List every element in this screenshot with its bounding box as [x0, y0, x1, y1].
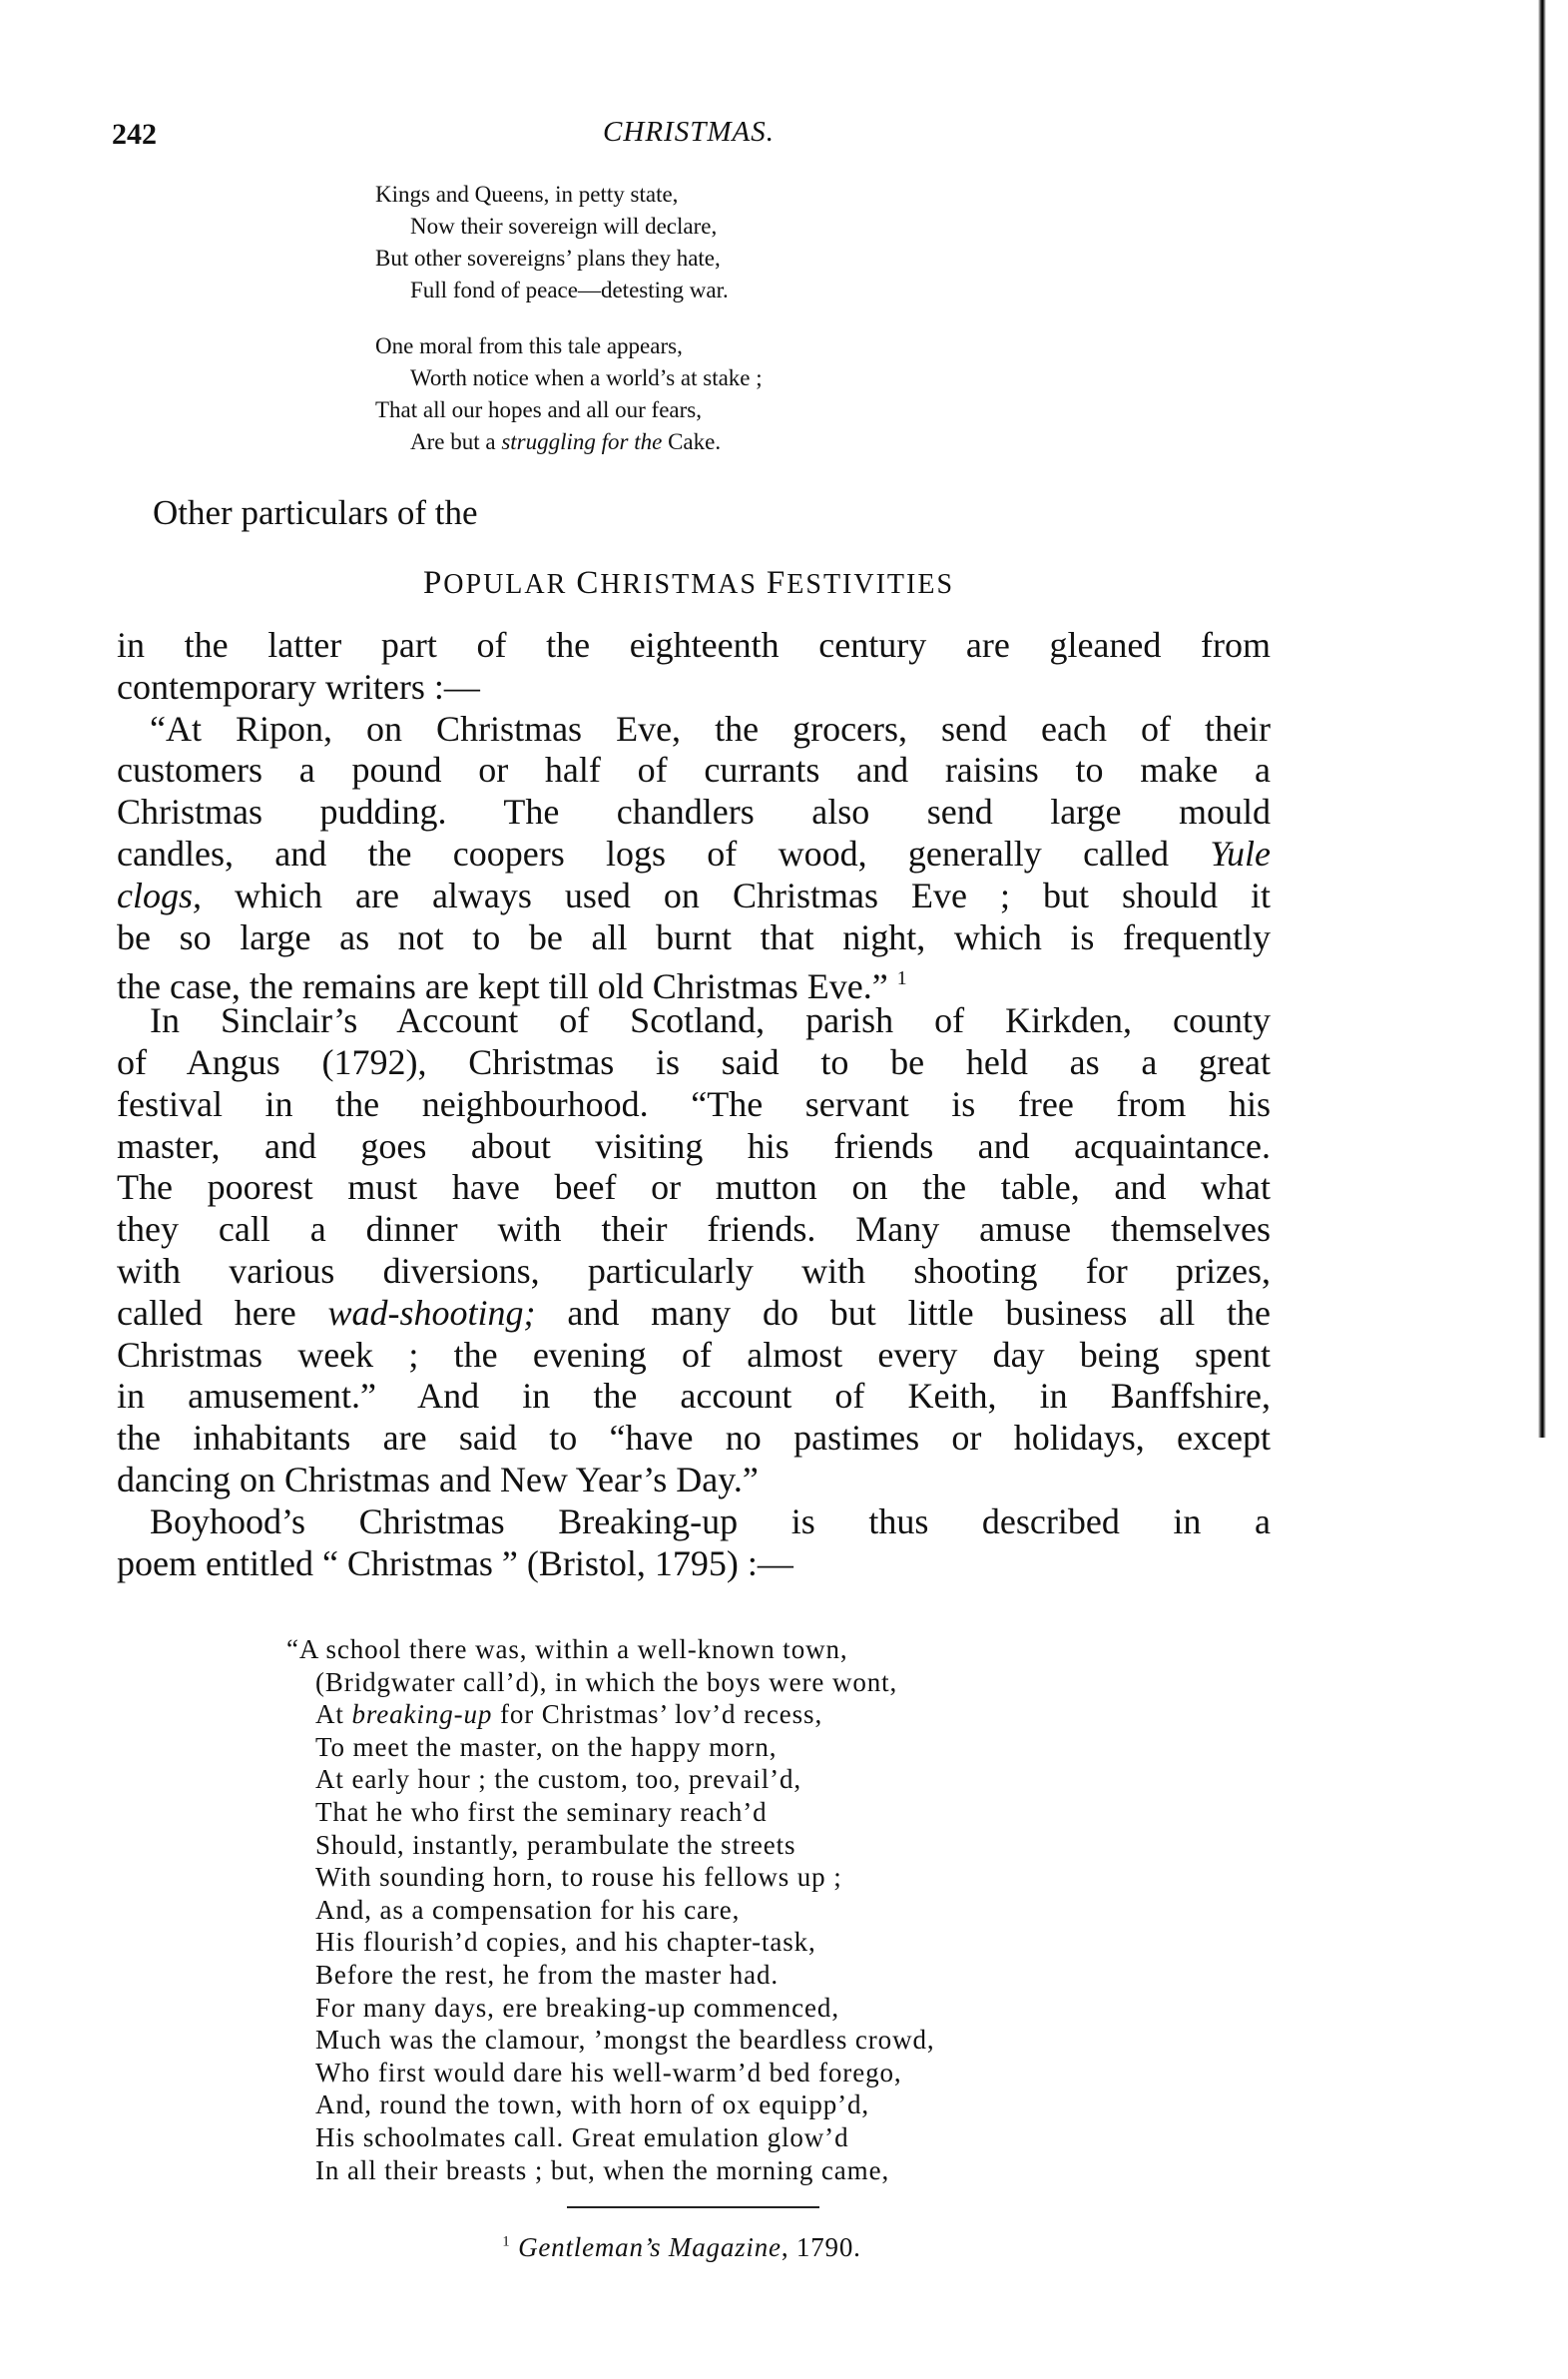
poem-line: [286, 2024, 935, 2057]
body-line: [117, 750, 1271, 792]
footnote-ref: 1: [896, 967, 907, 990]
page-number: 242: [112, 118, 157, 151]
scan-edge-shadow: [1538, 0, 1546, 1438]
section-heading: [0, 565, 1377, 602]
text-run: That he who first the seminary reach’d: [315, 1796, 768, 1827]
footnote-marker: 1: [502, 2233, 511, 2250]
body-line: [117, 1376, 1271, 1418]
text-run: To meet the master, on the happy morn,: [315, 1731, 778, 1762]
text-run: But other sovereigns’ plans they hate,: [375, 246, 721, 271]
text-run: Much was the clamour, ’mongst the beardless crowd,: [315, 2025, 935, 2056]
body-line: [117, 1209, 1271, 1251]
footnote: [0, 2232, 1363, 2263]
text-run: called here: [117, 1292, 328, 1333]
text-run: Full fond of peace—detesting war.: [410, 278, 729, 302]
text-run: poem entitled “ Christmas ” (Bristol, 1795) :—: [117, 1542, 793, 1583]
text-run: Now their sovereign will declare,: [410, 214, 718, 239]
text-run: His schoolmates call. Great emulation glow’d: [315, 2121, 849, 2152]
text-run: And, round the town, with horn of ox equipp’d,: [315, 2089, 870, 2120]
body-line: [117, 1126, 1271, 1168]
italic-text: wad-shooting;: [327, 1292, 536, 1333]
verse-line: [410, 426, 721, 458]
text-run: Are but a: [410, 429, 502, 454]
text-run: That all our hopes and all our fears,: [375, 397, 702, 422]
poem-line: [286, 1894, 935, 1927]
body-line: [117, 876, 1271, 917]
poem-line: [286, 1731, 935, 1764]
poem-line: [286, 2057, 935, 2089]
poem-line: [286, 1829, 935, 1862]
verse-line: [375, 243, 721, 275]
quoted-poem: [286, 1633, 935, 2186]
body-line: [117, 1335, 1271, 1377]
text-run: Should, instantly, perambulate the streets: [315, 1829, 796, 1860]
body-line: [117, 1418, 1271, 1460]
text-run: contemporary writers :—: [117, 666, 480, 707]
body-line: [117, 625, 1271, 667]
poem-line: [286, 1666, 935, 1699]
text-run: for Christmas’ lov’d recess,: [492, 1699, 823, 1730]
body-line: [117, 1543, 1271, 1585]
text-run: With sounding horn, to rouse his fellows up ;: [315, 1862, 842, 1893]
text-run: Before the rest, he from the master had.: [315, 1959, 780, 1990]
text-run: Who first would dare his well-warm’d bed forego,: [315, 2057, 902, 2087]
footnote-year: , 1790.: [781, 2232, 861, 2262]
text-run: candles, and the coopers logs of wood, generally called: [117, 833, 1211, 874]
text-run: the inhabitants are said to “have no pastimes or holidays, except: [117, 1418, 1271, 1459]
footnote-rule: [567, 2206, 819, 2208]
text-run: Christmas week ; the evening of almost every day being spent: [117, 1334, 1271, 1375]
poem-line: [286, 1992, 935, 2025]
text-run: of Angus (1792), Christmas is said to be held as a great: [117, 1041, 1271, 1082]
text-run: One moral from this tale appears,: [375, 333, 683, 358]
text-run: in the latter part of the eighteenth century are gleaned from: [117, 625, 1271, 665]
text-run: His flourish’d copies, and his chapter-task,: [315, 1927, 816, 1958]
body-line: [117, 917, 1271, 959]
text-run: customers a pound or half of currants and raisins to make a: [117, 750, 1271, 791]
text-run: dancing on Christmas and New Year’s Day.”: [117, 1459, 759, 1499]
heading-part: C: [576, 565, 601, 601]
italic-text: breaking-up: [351, 1699, 493, 1730]
poem-line: [286, 1926, 935, 1959]
poem-line: [286, 1861, 935, 1894]
text-run: which are always used on Christmas Eve ; but should it: [202, 875, 1271, 915]
heading-part: P: [422, 565, 444, 601]
heading-part: HRISTMAS: [600, 569, 767, 600]
text-run: And, as a compensation for his care,: [315, 1894, 741, 1925]
verse-line: [375, 394, 702, 426]
text-run: they call a dinner with their friends. Many amuse themselves: [117, 1209, 1271, 1250]
body-line: [117, 1460, 1271, 1501]
text-run: and many do but little business all the: [535, 1292, 1272, 1333]
body-line: [117, 834, 1271, 876]
verse-line: [410, 362, 763, 394]
poem-line: [286, 2154, 935, 2187]
text-run: master, and goes about visiting his friends and acquaintance.: [117, 1125, 1271, 1166]
heading-part: OPULAR: [443, 569, 577, 600]
body-line: [117, 1084, 1271, 1126]
text-run: The poorest must have beef or mutton on the table, and what: [117, 1167, 1271, 1208]
body-line: [117, 1042, 1271, 1084]
verse-line: [375, 179, 678, 211]
text-run: Worth notice when a world’s at stake ;: [410, 365, 763, 390]
text-run: in amusement.” And in the account of Keith, in Banffshire,: [117, 1376, 1271, 1417]
text-run: Cake.: [662, 429, 722, 454]
italic-text: clogs,: [117, 875, 202, 915]
text-run: the case, the remains are kept till old Christmas Eve.”: [117, 966, 897, 1007]
footnote-source: Gentleman’s Magazine: [518, 2232, 782, 2262]
italic-text: Yule: [1210, 833, 1271, 874]
text-run: For many days, ere breaking-up commenced,: [315, 1992, 839, 2023]
text-run: “At Ripon, on Christmas Eve, the grocers, send each of their: [150, 708, 1271, 749]
text-run: “A school there was, within a well-known town,: [286, 1634, 848, 1664]
body-line: [117, 667, 1271, 709]
text-run: festival in the neighbourhood. “The servant is free from his: [117, 1083, 1271, 1124]
text-run: Kings and Queens, in petty state,: [375, 182, 679, 207]
body-line: [117, 1000, 1271, 1042]
poem-line: [286, 2121, 935, 2154]
text-run: Christmas pudding. The chandlers also send large mould: [117, 792, 1271, 833]
body-line: [117, 1501, 1271, 1543]
text-run: In all their breasts ; but, when the morning came,: [315, 2154, 890, 2185]
text-run: (Bridgwater call’d), in which the boys were wont,: [315, 1666, 898, 1697]
poem-line: [286, 1959, 935, 1992]
poem-line: [286, 2088, 935, 2121]
body-line: [117, 1251, 1271, 1293]
intro-line: Other particulars of the: [153, 493, 478, 532]
heading-part: ESTIVITIES: [786, 569, 955, 600]
text-run: In Sinclair’s Account of Scotland, parish of Kirkden, county: [150, 1000, 1271, 1041]
heading-part: F: [766, 565, 787, 601]
body-line: [117, 709, 1271, 751]
italic-text: struggling for the: [501, 429, 663, 454]
running-title: CHRISTMAS.: [603, 116, 775, 148]
text-run: with various diversions, particularly with shooting for prizes,: [117, 1250, 1271, 1291]
text-run: At early hour ; the custom, too, prevail’d,: [315, 1764, 802, 1795]
body-line: [117, 1167, 1271, 1209]
poem-line: [286, 1698, 935, 1731]
body-line: [117, 792, 1271, 834]
text-run: be so large as not to be all burnt that night, which is frequently: [117, 916, 1271, 957]
text-run: At: [315, 1699, 352, 1730]
poem-line: [286, 1763, 935, 1796]
poem-line: [286, 1633, 935, 1666]
body-line: [117, 1293, 1271, 1335]
text-run: Boyhood’s Christmas Breaking-up is thus described in a: [150, 1500, 1271, 1541]
verse-line: [410, 275, 729, 306]
verse-line: [375, 330, 683, 362]
body-text: [117, 625, 1271, 1584]
poem-line: [286, 1796, 935, 1829]
verse-line: [410, 211, 717, 243]
body-line: [117, 958, 1271, 1007]
